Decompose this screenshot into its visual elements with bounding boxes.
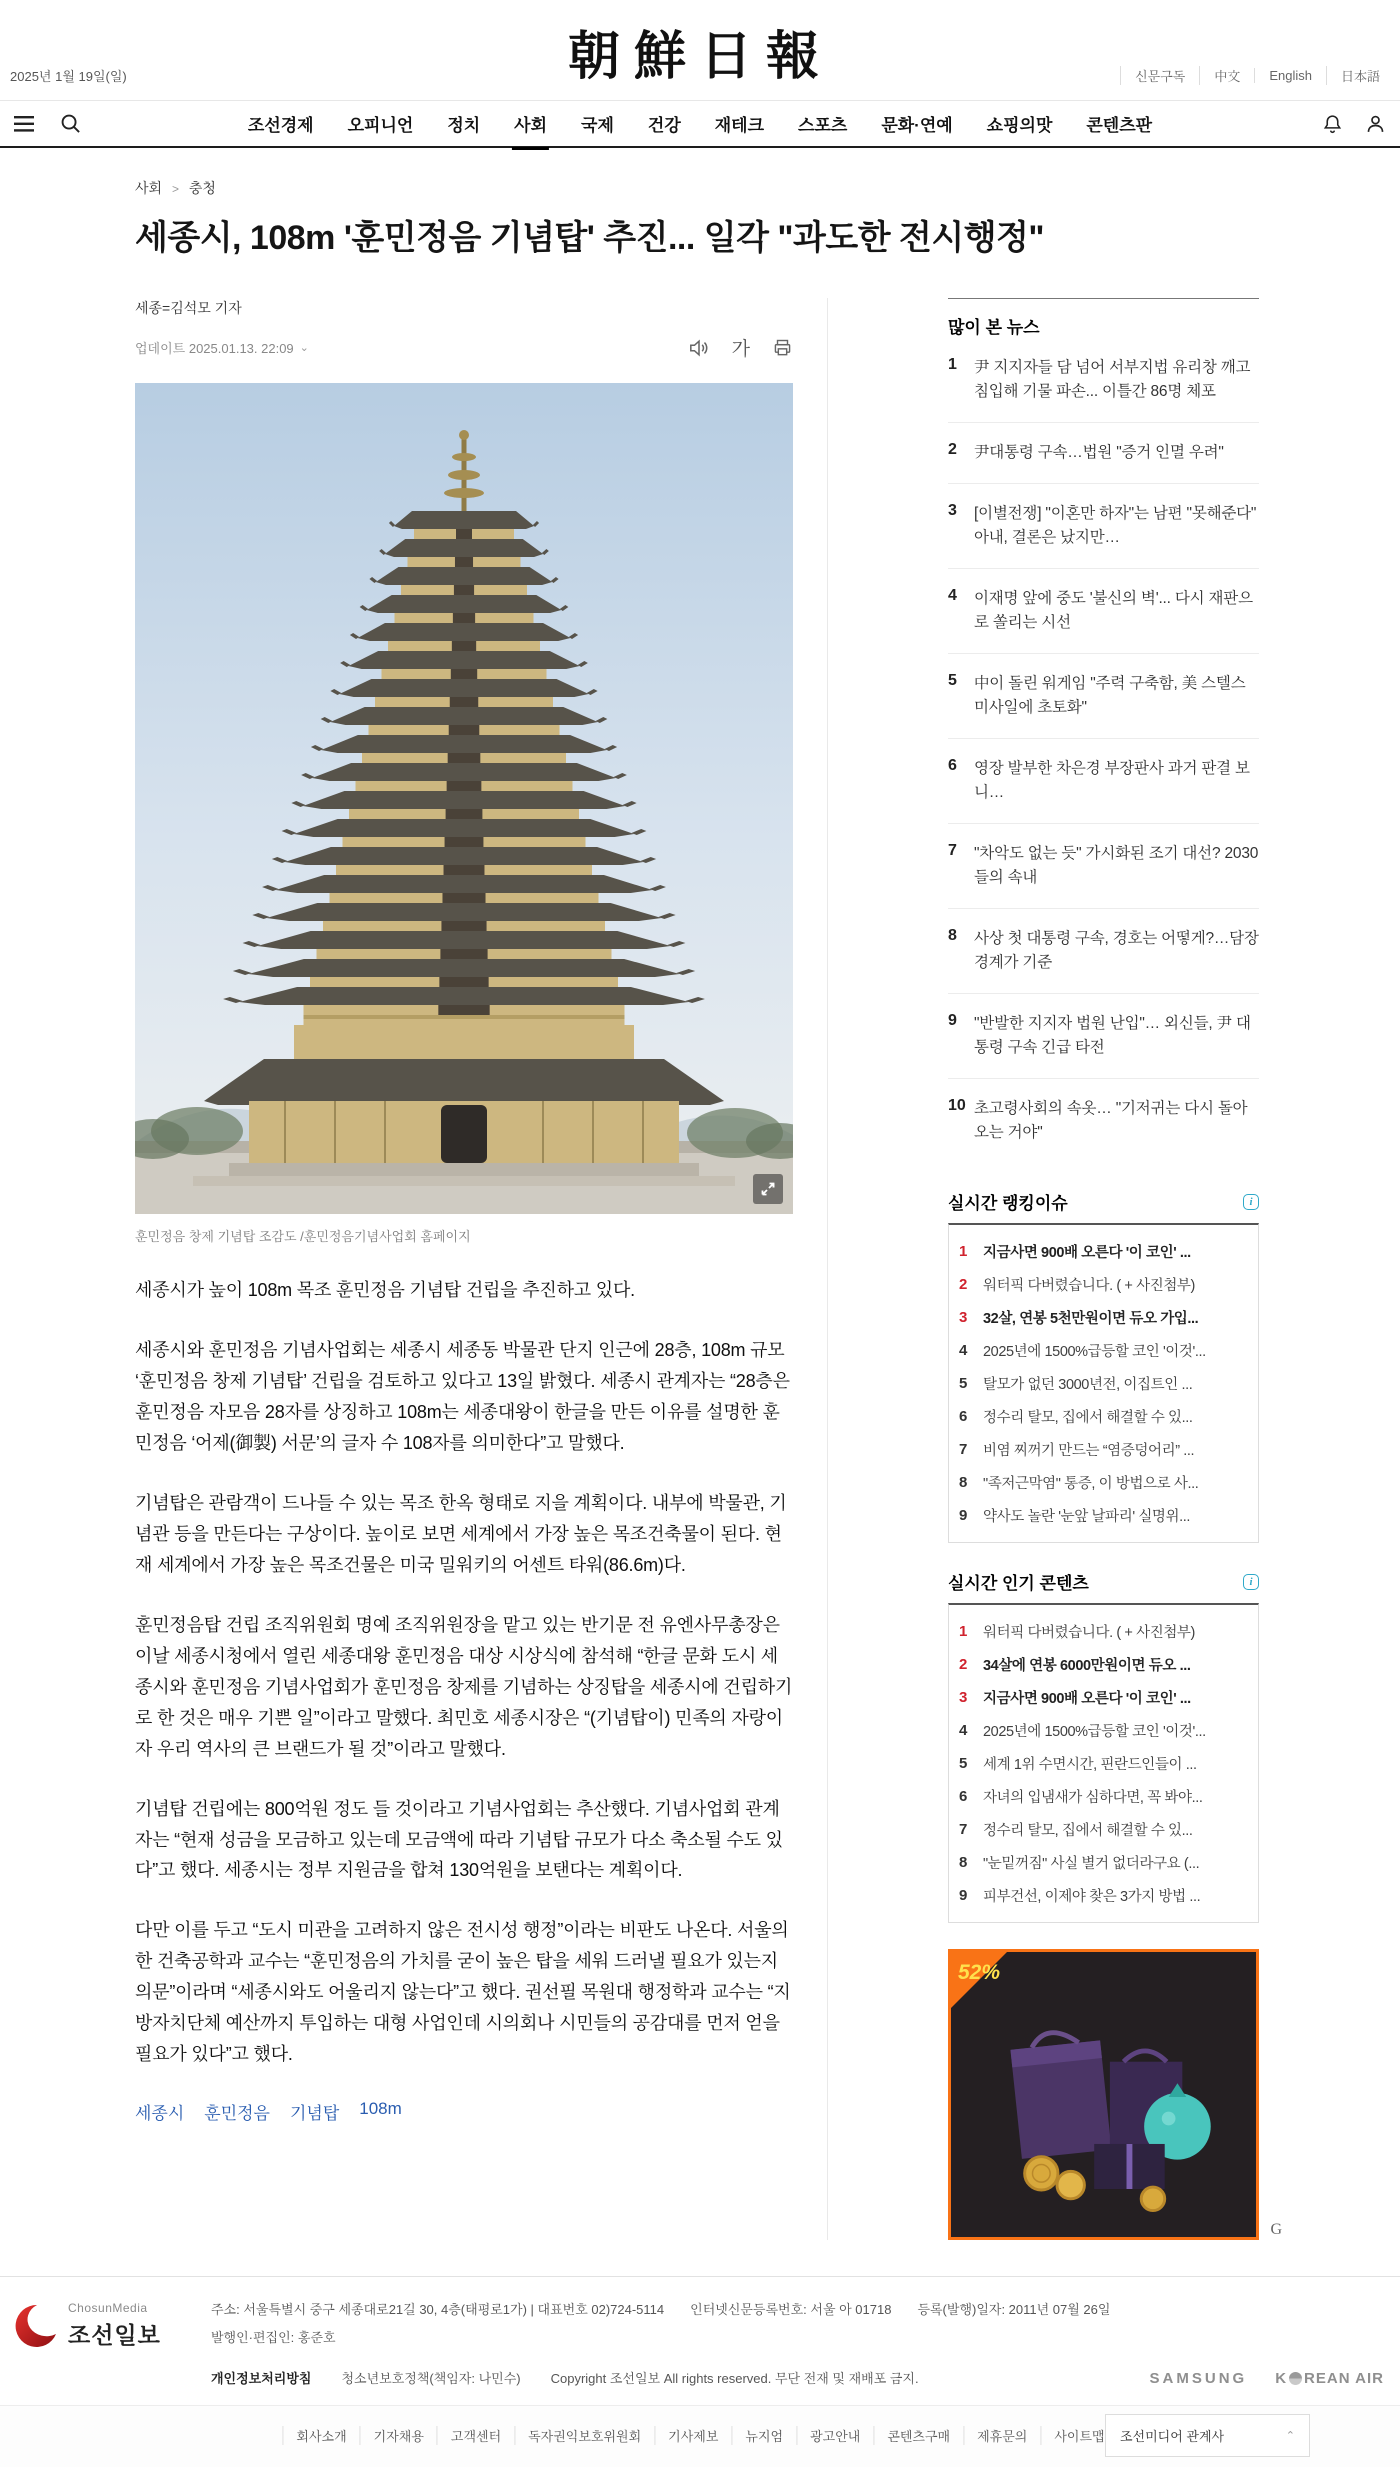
pagoda-illustration bbox=[135, 383, 793, 1214]
footer-link[interactable]: 기사제보 bbox=[654, 2426, 731, 2445]
tag-link[interactable]: 훈민정음 bbox=[204, 2104, 270, 2124]
article-paragraph: 기념탑은 관람객이 드나들 수 있는 목조 한옥 형태로 지을 계획이다. 내부에 박물관, 기념관 등을 만든다는 구상이다. 높이로 보면 세계에서 가장 높은 목조건축물이 된다. 현재 세계에서 가장 높은 목조건물은 미국 밀워키의 어센트 타워(86.6m)다. bbox=[135, 1492, 787, 1575]
nav-item[interactable]: 쇼핑의맛 bbox=[986, 116, 1053, 135]
ranking-item[interactable] bbox=[959, 1499, 1248, 1532]
updated-timestamp: 업데이트 2025.01.13. 22:09 bbox=[135, 341, 294, 357]
sidebar bbox=[827, 298, 1282, 2240]
headline: 지금사면 900배 오른다 '이 코인' ... bbox=[983, 1691, 1191, 1708]
rank-number: 8 bbox=[959, 1474, 968, 1492]
privacy-policy-link[interactable]: 개인정보처리방침 bbox=[211, 2371, 312, 2387]
rank-number: 5 bbox=[959, 1755, 968, 1773]
realtime-ranking-issues bbox=[948, 1189, 1259, 1543]
headline: 약사도 놀란 '눈앞 날파리' 실명위... bbox=[983, 1509, 1191, 1526]
chosun-c-icon bbox=[14, 2303, 60, 2349]
most-viewed-item[interactable] bbox=[948, 484, 1259, 569]
headline: 피부건선, 이제야 찾은 3가지 방법 ... bbox=[983, 1889, 1201, 1906]
youth-policy-link[interactable]: 청소년보호정책(책임자: 나민수) bbox=[341, 2371, 521, 2387]
rank-number: 6 bbox=[959, 1788, 968, 1806]
article-body bbox=[135, 1275, 793, 2070]
nav-item[interactable]: 사회 bbox=[512, 97, 549, 150]
footer-link[interactable]: 뉴지엄 bbox=[731, 2426, 796, 2445]
footer-link[interactable]: 기자채용 bbox=[360, 2426, 437, 2445]
headline: 탈모가 없던 3000년전, 이집트인 ... bbox=[983, 1377, 1193, 1394]
rank-number: 6 bbox=[959, 1408, 968, 1426]
article-paragraph: 다만 이를 두고 “도시 미관을 고려하지 않은 전시성 행정”이라는 비판도 나온다. 서울의 한 건축공학과 교수는 “훈민정음의 가치를 굳이 높은 탑을 세워 드러낼 필요가 있는지 의문”이라며 “세종시와도 어울리지 않는다”고 했다. 권선필 목원대 행정학과 교수는 “지방자치단체 예산까지 투입하는 대형 사업인데 시의회나 시민들의 공감대를 먼저 얻을 필요가 있다”고 했다. bbox=[135, 1920, 791, 2065]
breadcrumb-section[interactable]: 사회 bbox=[135, 180, 163, 196]
rank-number: 2 bbox=[948, 441, 957, 459]
rank-number: 1 bbox=[948, 356, 957, 374]
rank-number: 1 bbox=[959, 1623, 968, 1641]
rank-number: 1 bbox=[959, 1243, 968, 1261]
headline: 비염 찌꺼기 만드는 “염증덩어리” ... bbox=[983, 1443, 1195, 1460]
headline: 정수리 탈모, 집에서 해결할 수 있... bbox=[983, 1410, 1193, 1427]
display-ad-banner[interactable] bbox=[948, 1949, 1282, 2240]
headline: 이재명 앞에 중도 '불신의 벽'... 다시 재판으로 쏠리는 시선 bbox=[974, 590, 1253, 632]
font-size-button[interactable]: 가 bbox=[731, 339, 750, 361]
article-paragraph: 세종시가 높이 108m 목조 훈민정음 기념탑 건립을 추진하고 있다. bbox=[135, 1280, 635, 1301]
top-link[interactable]: English bbox=[1254, 68, 1326, 83]
headline: 尹 지지자들 담 넘어 서부지법 유리창 깨고 침입해 기물 파손... 이틀간 86명 체포 bbox=[974, 359, 1251, 401]
ranking-item[interactable] bbox=[959, 1334, 1248, 1367]
popular-item[interactable] bbox=[959, 1813, 1248, 1846]
headline: 초고령사회의 속옷… "기저귀는 다시 돌아오는 거야" bbox=[974, 1100, 1248, 1142]
rank-number: 4 bbox=[959, 1722, 968, 1740]
most-viewed-list bbox=[948, 338, 1259, 1163]
popular-item[interactable] bbox=[959, 1846, 1248, 1879]
headline: "족저근막염" 통증, 이 방법으로 사... bbox=[983, 1476, 1199, 1493]
chevron-up-icon: ⌃ bbox=[1285, 2430, 1295, 2443]
breadcrumb-separator: > bbox=[171, 182, 179, 196]
headline: 워터픽 다버렸습니다. ( + 사진첨부) bbox=[983, 1625, 1195, 1642]
related-companies-dropdown[interactable]: 조선미디어 관계사 ⌃ bbox=[1105, 2414, 1310, 2457]
hamburger-menu-icon[interactable] bbox=[14, 116, 34, 132]
most-viewed-item[interactable] bbox=[948, 739, 1259, 824]
most-viewed-item[interactable] bbox=[948, 569, 1259, 654]
footer-link[interactable]: 제휴문의 bbox=[963, 2426, 1040, 2445]
edition-date: 2025년 1월 19일(일) bbox=[10, 69, 127, 84]
popular-item[interactable] bbox=[959, 1780, 1248, 1813]
samsung-logo[interactable]: SAMSUNG bbox=[1149, 2370, 1248, 2388]
popular-item[interactable] bbox=[959, 1747, 1248, 1780]
content-area bbox=[0, 178, 1400, 2240]
ranking-item[interactable] bbox=[959, 1235, 1248, 1268]
print-icon[interactable] bbox=[772, 338, 793, 358]
ranking-item[interactable] bbox=[959, 1367, 1248, 1400]
footer-address: 주소: 서울특별시 중구 세종대로21길 30, 4층(태평로1가) | 대표번호 02)724-5114 bbox=[211, 2302, 665, 2318]
headline: 2025년에 1500%급등할 코인 '이것'... bbox=[983, 1344, 1206, 1361]
photo-caption: 훈민정음 창제 기념탑 조감도 /훈민정음기념사업회 홈페이지 bbox=[135, 1229, 471, 1245]
ranking-item[interactable] bbox=[959, 1268, 1248, 1301]
rank-number: 7 bbox=[948, 842, 957, 860]
brand-ko: 조선일보 bbox=[68, 2322, 161, 2349]
most-viewed-item[interactable] bbox=[948, 909, 1259, 994]
footer-link[interactable]: 광고안내 bbox=[796, 2426, 873, 2445]
user-account-icon[interactable] bbox=[1365, 113, 1386, 135]
nav-item[interactable]: 문화·연예 bbox=[881, 116, 953, 135]
nav-item[interactable]: 조선경제 bbox=[247, 116, 314, 135]
most-viewed-news bbox=[948, 298, 1259, 1163]
ad-info-icon[interactable]: i bbox=[1243, 1574, 1259, 1590]
search-icon[interactable] bbox=[60, 113, 81, 134]
headline: 尹대통령 구속…법원 "증거 인멸 우려" bbox=[974, 444, 1224, 462]
breadcrumb bbox=[135, 178, 1258, 198]
ad-discount-label: 52% bbox=[958, 1961, 1001, 1985]
popular-list bbox=[948, 1603, 1259, 1923]
headline: 34살에 연봉 6000만원이면 듀오 ... bbox=[983, 1658, 1191, 1675]
footer bbox=[0, 2276, 1400, 2467]
article-paragraph: 세종시와 훈민정음 기념사업회는 세종시 세종동 박물관 단지 인근에 28층, 108m 규모 ‘훈민정음 창제 기념탑’ 건립을 검토하고 있다고 13일 밝혔다. 세종시 관계자는 “28층은 훈민정음 자모음 28자를 상징하고 108m는 세종대왕이 한글을 만든 이유를 설명한 훈민정음 ‘어제(御製) 서문’의 글자 수 108자를 의미한다”고 말했다. bbox=[135, 1340, 790, 1453]
brand-en: ChosunMedia bbox=[68, 2301, 148, 2316]
most-viewed-item[interactable] bbox=[948, 338, 1259, 423]
rank-number: 3 bbox=[959, 1689, 968, 1707]
most-viewed-title: 많이 본 뉴스 bbox=[948, 318, 1040, 338]
most-viewed-item[interactable] bbox=[948, 423, 1259, 484]
ranking-item[interactable] bbox=[959, 1466, 1248, 1499]
headline: "차악도 없는 듯" 가시화된 조기 대선? 2030들의 속내 bbox=[974, 845, 1259, 887]
rank-number: 10 bbox=[948, 1097, 966, 1115]
popular-item[interactable] bbox=[959, 1714, 1248, 1747]
top-utility-links bbox=[1120, 66, 1394, 85]
rank-number: 8 bbox=[959, 1854, 968, 1872]
headline: "눈밑꺼짐" 사실 별거 없더라구요 (... bbox=[983, 1856, 1200, 1873]
popular-item[interactable] bbox=[959, 1615, 1248, 1648]
rank-number: 2 bbox=[959, 1276, 968, 1294]
google-ad-badge[interactable]: G bbox=[1270, 2221, 1282, 2239]
footer-links bbox=[282, 2426, 1117, 2445]
ranking-title: 실시간 랭킹이슈 bbox=[948, 1194, 1068, 1214]
headline: 워터픽 다버렸습니다. ( + 사진첨부) bbox=[983, 1278, 1195, 1295]
headline: 자녀의 입냄새가 심하다면, 꼭 봐야... bbox=[983, 1790, 1203, 1807]
most-viewed-item[interactable] bbox=[948, 994, 1259, 1079]
rank-number: 9 bbox=[948, 1012, 957, 1030]
chosun-ilbo-logo[interactable]: 朝鮮日報 bbox=[567, 26, 832, 87]
nav-item[interactable]: 오피니언 bbox=[347, 116, 414, 135]
text-to-speech-icon[interactable] bbox=[688, 338, 710, 358]
breadcrumb-subsection[interactable]: 충청 bbox=[188, 180, 216, 196]
article-photo-pagoda-rendering[interactable] bbox=[135, 383, 793, 1214]
popular-item[interactable] bbox=[959, 1648, 1248, 1681]
article-paragraph: 훈민정음탑 건립 조직위원회 명예 조직위원장을 맡고 있는 반기문 전 유엔사무총장은 이날 세종시청에서 열린 세종대왕 훈민정음 대상 시상식에 참석해 “한글 문화 도시 세종시와 훈민정음 기념사업회가 훈민정음 창제를 기념하는 상징탑을 세종시에 건립하기로 한 것은 매우 기쁜 일”이라고 말했다. 최민호 세종시장은 “(기념탑이) 민족의 자랑이자 우리 역사의 큰 브랜드가 될 것”이라고 말했다. bbox=[135, 1614, 793, 1759]
tag-link[interactable]: 세종시 bbox=[135, 2104, 185, 2124]
top-link[interactable]: 日本語 bbox=[1326, 66, 1394, 85]
headline: 정수리 탈모, 집에서 해결할 수 있... bbox=[983, 1823, 1193, 1840]
popular-title: 실시간 인기 콘텐츠 bbox=[948, 1574, 1089, 1594]
notification-bell-icon[interactable] bbox=[1322, 113, 1343, 135]
expand-image-button[interactable] bbox=[753, 1174, 783, 1204]
ranking-list bbox=[948, 1223, 1259, 1543]
rank-number: 6 bbox=[948, 757, 957, 775]
nav-item[interactable]: 재테크 bbox=[714, 116, 765, 135]
headline: 사상 첫 대통령 구속, 경호는 어떻게?…담장 경계가 기준 bbox=[974, 930, 1259, 972]
headline: "반발한 지지자 법원 난입"… 외신들, 尹 대통령 구속 긴급 타전 bbox=[974, 1015, 1251, 1057]
article-column bbox=[135, 298, 793, 2240]
rank-number: 3 bbox=[959, 1309, 968, 1327]
most-viewed-item[interactable] bbox=[948, 1079, 1259, 1163]
nav-item[interactable]: 국제 bbox=[581, 116, 614, 135]
rank-number: 5 bbox=[948, 672, 957, 690]
rank-number: 9 bbox=[959, 1887, 968, 1905]
popular-item[interactable] bbox=[959, 1681, 1248, 1714]
nav-menu bbox=[246, 97, 1154, 150]
footer-link[interactable]: 고객센터 bbox=[437, 2426, 514, 2445]
popular-item[interactable] bbox=[959, 1879, 1248, 1912]
ranking-item[interactable] bbox=[959, 1400, 1248, 1433]
headline: 中이 돌린 워게임 "주력 구축함, 美 스텔스 미사일에 초토화" bbox=[974, 675, 1246, 717]
rank-number: 7 bbox=[959, 1441, 968, 1459]
footer-link[interactable]: 콘텐츠구매 bbox=[873, 2426, 963, 2445]
rank-number: 5 bbox=[959, 1375, 968, 1393]
rank-number: 4 bbox=[959, 1342, 968, 1360]
ad-info-icon[interactable]: i bbox=[1243, 1194, 1259, 1210]
article-paragraph: 기념탑 건립에는 800억원 정도 들 것이라고 기념사업회는 추산했다. 기념사업회 관계자는 “현재 성금을 모금하고 있는데 모금액에 따라 기념탑 규모가 다소 축소될 수도 있다”고 했다. 세종시는 정부 지원금을 합쳐 130억원을 보탠다는 계획이다. bbox=[135, 1798, 783, 1881]
korean-air-ball-icon bbox=[1289, 2372, 1302, 2385]
headline: 지금사면 900배 오른다 '이 코인' ... bbox=[983, 1245, 1191, 1262]
realtime-popular-content bbox=[948, 1569, 1259, 1923]
footer-link[interactable]: 회사소개 bbox=[282, 2426, 359, 2445]
nav-item[interactable]: 스포츠 bbox=[798, 116, 848, 135]
footer-reg-no: 인터넷신문등록번호: 서울 아 01718 bbox=[690, 2302, 892, 2318]
tag-link[interactable]: 기념탑 bbox=[289, 2104, 340, 2124]
top-link[interactable]: 中文 bbox=[1199, 66, 1254, 85]
chosun-media-logo[interactable] bbox=[14, 2301, 161, 2350]
most-viewed-item[interactable] bbox=[948, 824, 1259, 909]
nav-item[interactable]: 콘텐츠판 bbox=[1086, 116, 1153, 135]
headline: 2025년에 1500%급등할 코인 '이것'... bbox=[983, 1724, 1206, 1741]
footer-reg-date: 등록(발행)일자: 2011년 07월 26일 bbox=[917, 2302, 1111, 2318]
headline: 32살, 연봉 5천만원이면 듀오 가입... bbox=[983, 1311, 1199, 1328]
ranking-item[interactable] bbox=[959, 1301, 1248, 1334]
nav-item[interactable]: 건강 bbox=[647, 116, 681, 135]
tag-link[interactable]: 108m bbox=[359, 2099, 402, 2119]
rank-number: 4 bbox=[948, 587, 957, 605]
chevron-down-icon[interactable]: ⌄ bbox=[299, 342, 309, 355]
masthead bbox=[0, 0, 1400, 100]
footer-link[interactable]: 독자권익보호위원회 bbox=[514, 2426, 654, 2445]
ranking-item[interactable] bbox=[959, 1433, 1248, 1466]
main-nav bbox=[0, 100, 1400, 148]
footer-publisher: 발행인·편집인: 홍준호 bbox=[211, 2330, 336, 2346]
rank-number: 8 bbox=[948, 927, 957, 945]
article-title: 세종시, 108m '훈민정음 기념탑' 추진... 일각 "과도한 전시행정" bbox=[135, 219, 1045, 257]
most-viewed-item[interactable] bbox=[948, 654, 1259, 739]
rank-number: 9 bbox=[959, 1507, 968, 1525]
nav-item[interactable]: 정치 bbox=[447, 116, 481, 135]
rank-number: 2 bbox=[959, 1656, 968, 1674]
headline: 영장 발부한 차은경 부장판사 과거 판결 보니… bbox=[974, 760, 1250, 802]
copyright-notice: Copyright 조선일보 All rights reserved. 무단 전재 및 재배포 금지. bbox=[550, 2371, 919, 2387]
top-link[interactable]: 신문구독 bbox=[1120, 66, 1199, 85]
rank-number: 7 bbox=[959, 1821, 968, 1839]
korean-air-logo[interactable]: K REAN AIR bbox=[1275, 2370, 1384, 2388]
headline: 세계 1위 수면시간, 핀란드인들이 ... bbox=[983, 1757, 1197, 1774]
byline[interactable]: 세종=김석모 기자 bbox=[135, 300, 242, 317]
footer-link[interactable]: 사이트맵 bbox=[1040, 2426, 1117, 2445]
headline: [이별전쟁] "이혼만 하자"는 남편 "못해준다" 아내, 결론은 났지만… bbox=[974, 505, 1257, 547]
article-tags bbox=[135, 2099, 793, 2134]
rank-number: 3 bbox=[948, 502, 957, 520]
